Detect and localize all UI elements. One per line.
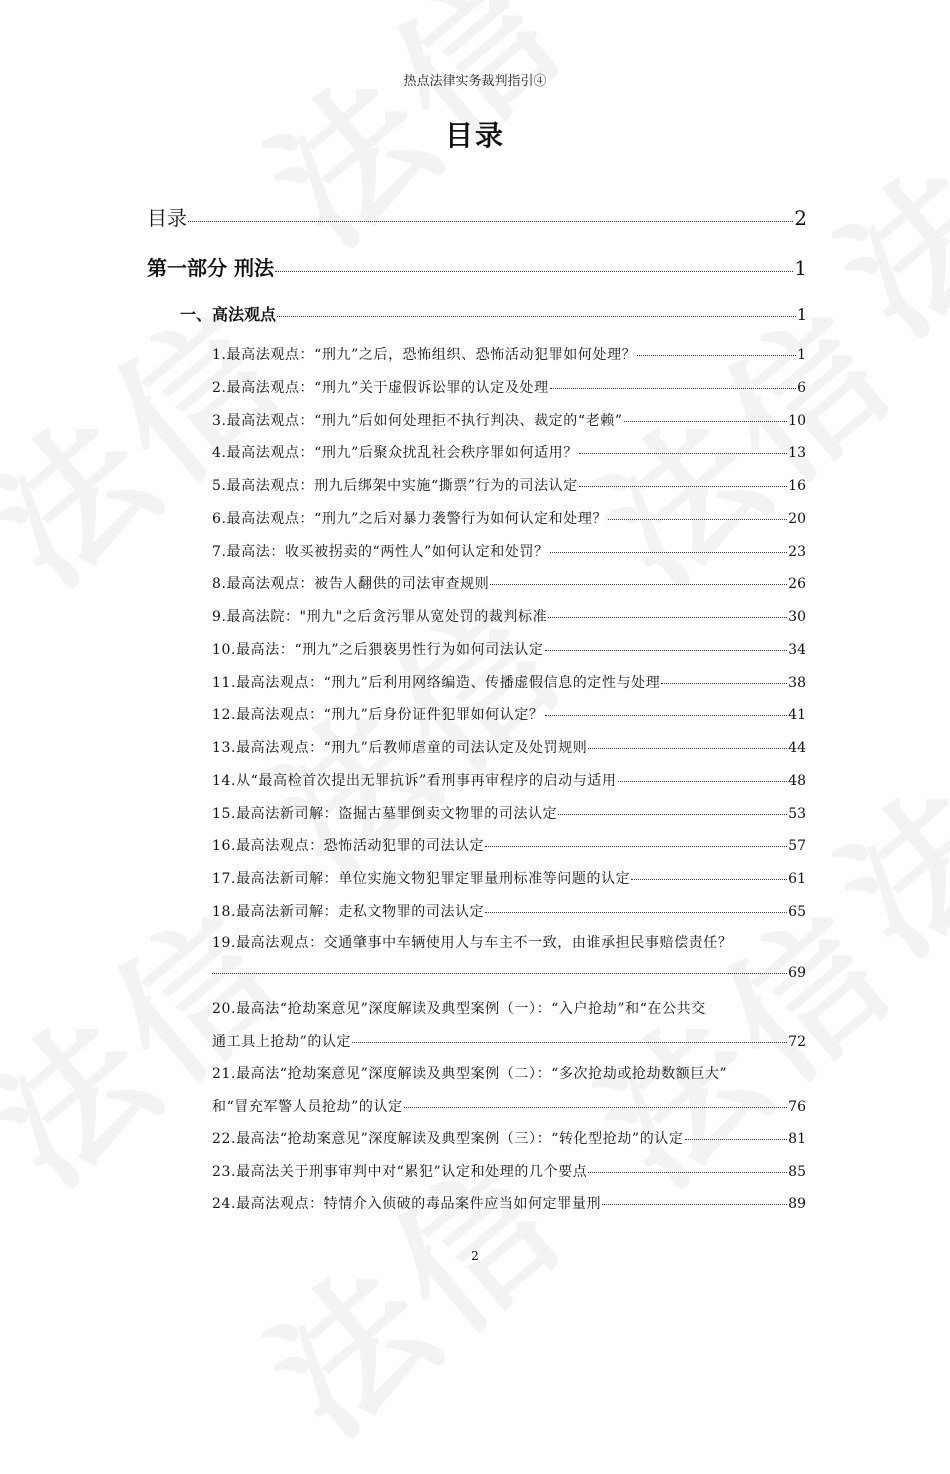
toc-page-number: 30 [788,609,806,625]
leader-dots [618,780,788,782]
leader-dots [685,1138,788,1140]
running-header: 热点法律实务裁判指引④ [403,74,547,89]
toc-label: 7.最高法：收买被拐卖的“两性人”如何认定和处罚？ [212,543,549,560]
toc-page-number: 41 [788,707,806,724]
toc-label: 13.最高法观点：“刑九”后教师虐童的司法认定及处罚规则 [212,740,588,756]
toc-page-number: 26 [788,576,806,593]
toc-label: 5.最高法观点：刑九后绑架中实施“撕票”行为的司法认定 [212,478,578,494]
toc-entry[interactable] [212,442,806,462]
toc-entry[interactable] [212,606,806,626]
toc-entry[interactable] [212,639,806,659]
page-title: 目录 [444,119,505,152]
toc-label: 一、高法观点 [180,305,277,324]
toc-entry[interactable] [212,770,806,790]
toc-label: 12.最高法观点：“刑九”后身份证件犯罪如何认定？ [212,707,544,724]
toc-entry[interactable] [212,475,806,495]
toc-page-number: 23 [788,543,806,560]
toc-label: 11.最高法观点：“刑九”后利用网络编造、传播虚假信息的定性与处理 [212,674,661,691]
toc-entry[interactable] [212,835,806,855]
toc-page-number: 76 [788,1099,806,1115]
watermark [218,542,602,913]
toc-page-number: 81 [788,1131,806,1147]
leader-dots [631,878,787,880]
page-number: 2 [471,1249,479,1263]
leader-dots [404,1106,787,1108]
toc-page-number: 72 [788,1034,806,1050]
leader-dots [579,452,787,454]
toc-entry[interactable] [212,1161,806,1181]
leader-dots [558,813,787,815]
leader-dots [545,649,788,651]
leader-dots [277,315,796,317]
toc-label: 17.最高法新司解：单位实施文物犯罪定罪量刑标准等问题的认定 [212,871,631,887]
toc-label: 24.最高法观点：特情介入侦破的毒品案件应当如何定罪量刑 [212,1196,602,1212]
watermark [788,2,950,373]
toc-entry[interactable] [212,377,806,397]
toc-entry[interactable] [212,868,806,888]
toc-label: 第一部分 刑法 [147,256,274,280]
toc-label: 通工具上抢劫”的认定 [212,1034,352,1050]
toc-label: 22.最高法“抢劫案意见”深度解读及典型案例（三）：“转化型抢劫”的认定 [212,1131,684,1147]
toc-page-number: 1 [797,347,806,363]
leader-dots [624,420,788,422]
toc-entry[interactable] [212,704,806,724]
toc-entry-20-line1[interactable]: 20.最高法“抢劫案意见”深度解读及典型案例（一）：“入户抢劫”和“在公共交 [212,1001,706,1017]
toc-page-number: 85 [788,1163,806,1180]
toc-page-number: 16 [788,478,806,494]
leader-dots [188,220,793,222]
toc-entry-19-line2[interactable] [212,965,806,981]
toc-label: 1.最高法观点：“刑九”之后，恐怖组织、恐怖活动犯罪如何处理？ [212,347,637,363]
toc-page-number: 61 [788,871,806,887]
toc-label: 14.从“最高检首次提出无罪抗诉”看刑事再审程序的启动与适用 [212,772,617,789]
toc-entry-19-line1[interactable]: 19.最高法观点：交通肇事中车辆使用人与车主不一致，由谁承担民事赔偿责任？ [212,935,733,951]
leader-dots [275,270,793,272]
leader-dots [485,911,787,913]
leader-dots [588,747,787,749]
watermark [788,622,950,993]
toc-label: 目录 [147,206,187,230]
toc-entry[interactable] [212,901,806,921]
toc-label: 15.最高法新司解：盗掘古墓罪倒卖文物罪的司法认定 [212,805,558,822]
toc-entry-20-line2[interactable] [212,1031,806,1051]
toc-page-number: 69 [788,965,806,981]
toc-page-number: 13 [788,445,806,462]
toc-entry-part[interactable] [147,252,807,281]
leader-dots [661,682,787,684]
toc-page-number: 20 [788,510,806,527]
leader-dots [352,1041,787,1043]
toc-page-number: 57 [788,838,806,855]
toc-page-number: 34 [788,641,806,658]
toc-page-number: 10 [788,412,806,429]
leader-dots [637,354,796,356]
toc-entry[interactable] [212,541,806,561]
toc-page-number: 48 [788,772,806,789]
toc-page-number: 38 [788,674,806,691]
toc-page-number: 1 [796,305,807,324]
leader-dots [550,551,788,553]
toc-entry[interactable] [212,1193,806,1213]
leader-dots [485,845,787,847]
toc-entry-section[interactable] [180,302,807,325]
toc-label: 16.最高法观点：恐怖活动犯罪的司法认定 [212,838,485,855]
toc-entry[interactable] [212,672,806,692]
toc-label: 23.最高法关于刑事审判中对“累犯”认定和处理的几个要点 [212,1163,588,1180]
toc-page-number: 53 [788,805,806,822]
leader-dots [608,518,787,520]
toc-page-number: 6 [797,379,806,396]
toc-page-number: 65 [788,903,806,920]
toc-label: 6.最高法观点：“刑九”之后对暴力袭警行为如何认定和处理？ [212,510,608,527]
toc-entry[interactable] [212,573,806,593]
watermark [218,1102,602,1473]
toc-entry-21-line1[interactable]: 21.最高法“抢劫案意见”深度解读及典型案例（二）：“多次抢劫或抢劫数额巨大” [212,1066,728,1082]
toc-page-number: 1 [794,256,807,280]
toc-label: 和“冒充军警人员抢劫”的认定 [212,1099,403,1115]
toc-entry[interactable] [212,737,806,757]
toc-page-number: 89 [788,1196,806,1212]
toc-page-number: 2 [794,206,807,230]
leader-dots [550,387,796,389]
toc-page-number: 44 [788,740,806,756]
leader-dots [588,1171,787,1173]
toc-label: 3.最高法观点：“刑九”后如何处理拒不执行判决、裁定的“老赖” [212,412,623,429]
leader-dots [579,485,787,487]
toc-label: 9.最高法院："刑九"之后贪污罪从宽处罚的裁判标准 [212,609,548,625]
toc-entry[interactable] [212,344,806,364]
leader-dots [212,972,787,974]
leader-dots [545,714,788,716]
toc-label: 18.最高法新司解：走私文物罪的司法认定 [212,903,485,920]
leader-dots [490,583,787,585]
toc-entry-21-line2[interactable] [212,1096,806,1116]
toc-entry[interactable] [212,1128,806,1148]
leader-dots [602,1203,787,1205]
toc-label: 2.最高法观点：“刑九”关于虚假诉讼罪的认定及处理 [212,379,549,396]
leader-dots [548,616,787,618]
toc-entry[interactable] [212,410,806,430]
toc-entry[interactable] [212,508,806,528]
toc-label: 4.最高法观点：“刑九”后聚众扰乱社会秩序罪如何适用？ [212,445,578,462]
toc-label: 10.最高法：“刑九”之后猥亵男性行为如何司法认定 [212,641,544,658]
toc-entry-contents[interactable] [147,202,807,231]
toc-label: 8.最高法观点：被告人翻供的司法审查规则 [212,576,490,593]
toc-entry[interactable] [212,803,806,823]
